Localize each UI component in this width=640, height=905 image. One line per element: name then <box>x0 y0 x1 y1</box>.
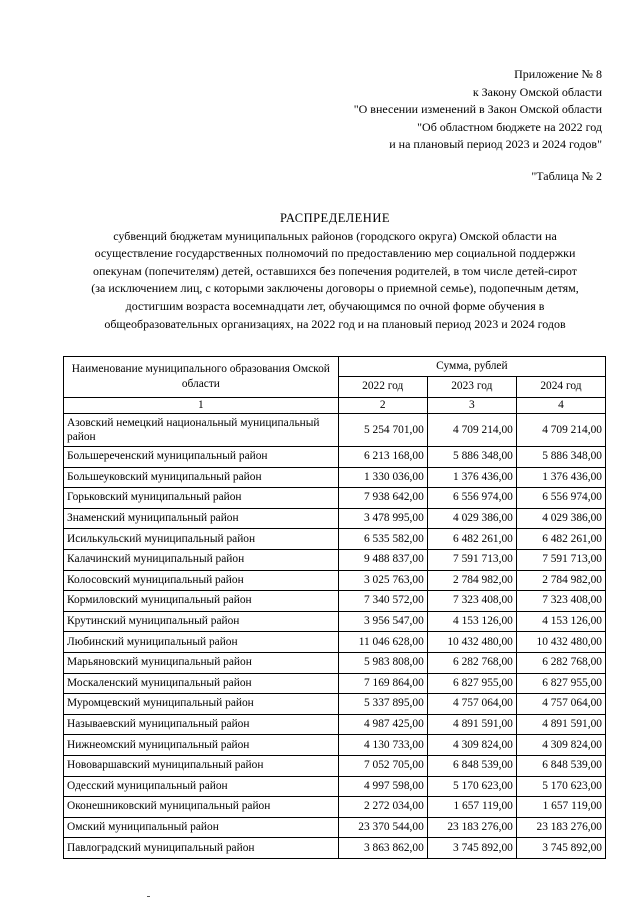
table-row <box>64 529 606 550</box>
table-row <box>64 611 606 632</box>
amount-2023: 6 482 261,00 <box>427 529 516 550</box>
amount-2024: 7 323 408,00 <box>516 591 605 612</box>
amount-2024: 4 891 591,00 <box>516 714 605 735</box>
table-row <box>64 694 606 715</box>
table-row <box>64 591 606 612</box>
district-name: Нововаршавский муниципальный район <box>64 755 339 776</box>
amount-2022: 4 987 425,00 <box>338 714 427 735</box>
amount-2024: 6 282 768,00 <box>516 652 605 673</box>
table-row <box>64 755 606 776</box>
district-name: Павлоградский муниципальный район <box>64 838 339 859</box>
amount-2024: 6 482 261,00 <box>516 529 605 550</box>
amount-2022: 9 488 837,00 <box>338 549 427 570</box>
amount-2024: 4 153 126,00 <box>516 611 605 632</box>
appendix-line: "Об областном бюджете на 2022 год <box>417 119 602 134</box>
amount-2024: 6 556 974,00 <box>516 488 605 509</box>
appendix-line: к Закону Омской области <box>472 84 602 99</box>
amount-2023: 1 376 436,00 <box>427 467 516 488</box>
amount-2024: 2 784 982,00 <box>516 570 605 591</box>
amount-2022: 3 863 862,00 <box>338 838 427 859</box>
amount-2023: 10 432 480,00 <box>427 632 516 653</box>
district-name: Колосовский муниципальный район <box>64 570 339 591</box>
amount-2022: 5 337 895,00 <box>338 694 427 715</box>
amount-2024: 4 309 824,00 <box>516 735 605 756</box>
amount-2022: 6 213 168,00 <box>338 447 427 468</box>
amount-2023: 4 709 214,00 <box>427 414 516 447</box>
amount-2023: 6 827 955,00 <box>427 673 516 694</box>
district-name: Большеуковский муниципальный район <box>64 467 339 488</box>
header-sum: Сумма, рублей <box>338 357 605 377</box>
amount-2024: 4 757 064,00 <box>516 694 605 715</box>
district-name: Оконешниковский муниципальный район <box>64 797 339 818</box>
header-index: 2 <box>338 398 427 414</box>
amount-2024: 6 848 539,00 <box>516 755 605 776</box>
amount-2024: 3 745 892,00 <box>516 838 605 859</box>
header-index: 4 <box>516 398 605 414</box>
amount-2023: 1 657 119,00 <box>427 797 516 818</box>
appendix-header <box>354 66 602 154</box>
amount-2022: 23 370 544,00 <box>338 817 427 838</box>
title-line: опекунам (попечителям) детей, оставшихся без попечения родителей, в том числе детей-сирот <box>92 263 578 278</box>
appendix-line: и на плановый период 2023 и 2024 годов" <box>389 137 602 151</box>
amount-2022: 3 956 547,00 <box>338 611 427 632</box>
header-index: 1 <box>64 398 339 414</box>
amount-2024: 10 432 480,00 <box>516 632 605 653</box>
amount-2022: 2 272 034,00 <box>338 797 427 818</box>
header-year-2023: 2023 год <box>427 376 516 397</box>
district-name: Горьковский муниципальный район <box>64 488 339 509</box>
amount-2023: 6 848 539,00 <box>427 755 516 776</box>
amount-2024: 23 183 276,00 <box>516 817 605 838</box>
amount-2022: 1 330 036,00 <box>338 467 427 488</box>
amount-2023: 6 282 768,00 <box>427 652 516 673</box>
amount-2024: 4 709 214,00 <box>516 414 605 447</box>
table-row <box>64 735 606 756</box>
table-row <box>64 838 606 859</box>
amount-2023: 4 757 064,00 <box>427 694 516 715</box>
amount-2022: 11 046 628,00 <box>338 632 427 653</box>
table-row <box>64 797 606 818</box>
table-label: "Таблица № 2 <box>531 169 602 183</box>
amount-2023: 3 745 892,00 <box>427 838 516 859</box>
amount-2022: 3 478 995,00 <box>338 508 427 529</box>
table-row <box>64 673 606 694</box>
table-body <box>64 414 606 859</box>
district-name: Марьяновский муниципальный район <box>64 652 339 673</box>
document-title <box>50 210 620 333</box>
district-name: Омский муниципальный район <box>64 817 339 838</box>
district-name: Калачинский муниципальный район <box>64 549 339 570</box>
table-row <box>64 488 606 509</box>
amount-2023: 7 323 408,00 <box>427 591 516 612</box>
title-line: общеобразовательных организациях, на 2022 год и на плановый период 2023 и 2024 годов <box>104 316 566 331</box>
table-row <box>64 467 606 488</box>
amount-2022: 6 535 582,00 <box>338 529 427 550</box>
district-name: Азовский немецкий национальный муниципальный район <box>64 414 339 447</box>
amount-2023: 6 556 974,00 <box>427 488 516 509</box>
district-name: Крутинский муниципальный район <box>64 611 339 632</box>
appendix-line: Приложение № 8 <box>514 67 602 81</box>
amount-2022: 5 983 808,00 <box>338 652 427 673</box>
header-name: Наименование муниципального образования Омской области <box>64 357 339 398</box>
title-line: (за исключением лиц, с которыми заключены договоры о приемной семье), подопечным детям, <box>91 281 579 296</box>
amount-2022: 7 938 642,00 <box>338 488 427 509</box>
appendix-line: "О внесении изменений в Закон Омской области <box>353 102 602 116</box>
header-year-2024: 2024 год <box>516 376 605 397</box>
amount-2023: 4 029 386,00 <box>427 508 516 529</box>
table-row <box>64 652 606 673</box>
amount-2022: 3 025 763,00 <box>338 570 427 591</box>
district-name: Москаленский муниципальный район <box>64 673 339 694</box>
district-name: Исилькульский муниципальный район <box>64 529 339 550</box>
table-row <box>64 549 606 570</box>
table-row <box>64 570 606 591</box>
amount-2024: 5 170 623,00 <box>516 776 605 797</box>
scan-speck <box>147 896 150 897</box>
district-name: Любинский муниципальный район <box>64 632 339 653</box>
distribution-table <box>63 356 606 859</box>
amount-2024: 4 029 386,00 <box>516 508 605 529</box>
table-row <box>64 508 606 529</box>
amount-2022: 7 052 705,00 <box>338 755 427 776</box>
amount-2024: 6 827 955,00 <box>516 673 605 694</box>
table-row <box>64 817 606 838</box>
district-name: Знаменский муниципальный район <box>64 508 339 529</box>
amount-2024: 7 591 713,00 <box>516 549 605 570</box>
amount-2023: 2 784 982,00 <box>427 570 516 591</box>
amount-2023: 4 153 126,00 <box>427 611 516 632</box>
title-line: субвенций бюджетам муниципальных районов (городского округа) Омской области на <box>113 228 557 243</box>
amount-2024: 5 886 348,00 <box>516 447 605 468</box>
district-name: Кормиловский муниципальный район <box>64 591 339 612</box>
title-main: РАСПРЕДЕЛЕНИЕ <box>279 211 390 225</box>
amount-2022: 7 169 864,00 <box>338 673 427 694</box>
amount-2022: 7 340 572,00 <box>338 591 427 612</box>
title-line: осуществление государственных полномочий по предоставлению мер социальной поддержки <box>94 246 576 261</box>
amount-2023: 4 891 591,00 <box>427 714 516 735</box>
district-name: Называевский муниципальный район <box>64 714 339 735</box>
amount-2022: 5 254 701,00 <box>338 414 427 447</box>
amount-2023: 5 886 348,00 <box>427 447 516 468</box>
amount-2023: 7 591 713,00 <box>427 549 516 570</box>
district-name: Муромцевский муниципальный район <box>64 694 339 715</box>
header-year-2022: 2022 год <box>338 376 427 397</box>
amount-2024: 1 376 436,00 <box>516 467 605 488</box>
district-name: Нижнеомский муниципальный район <box>64 735 339 756</box>
amount-2023: 4 309 824,00 <box>427 735 516 756</box>
amount-2022: 4 997 598,00 <box>338 776 427 797</box>
header-index: 3 <box>427 398 516 414</box>
amount-2022: 4 130 733,00 <box>338 735 427 756</box>
district-name: Одесский муниципальный район <box>64 776 339 797</box>
table-row <box>64 632 606 653</box>
table-row <box>64 776 606 797</box>
table-row <box>64 414 606 447</box>
title-line: достигшим возраста восемнадцати лет, обучающимся по очной форме обучения в <box>125 298 545 313</box>
district-name: Большереченский муниципальный район <box>64 447 339 468</box>
amount-2023: 5 170 623,00 <box>427 776 516 797</box>
table-row <box>64 447 606 468</box>
table-row <box>64 714 606 735</box>
amount-2024: 1 657 119,00 <box>516 797 605 818</box>
amount-2023: 23 183 276,00 <box>427 817 516 838</box>
